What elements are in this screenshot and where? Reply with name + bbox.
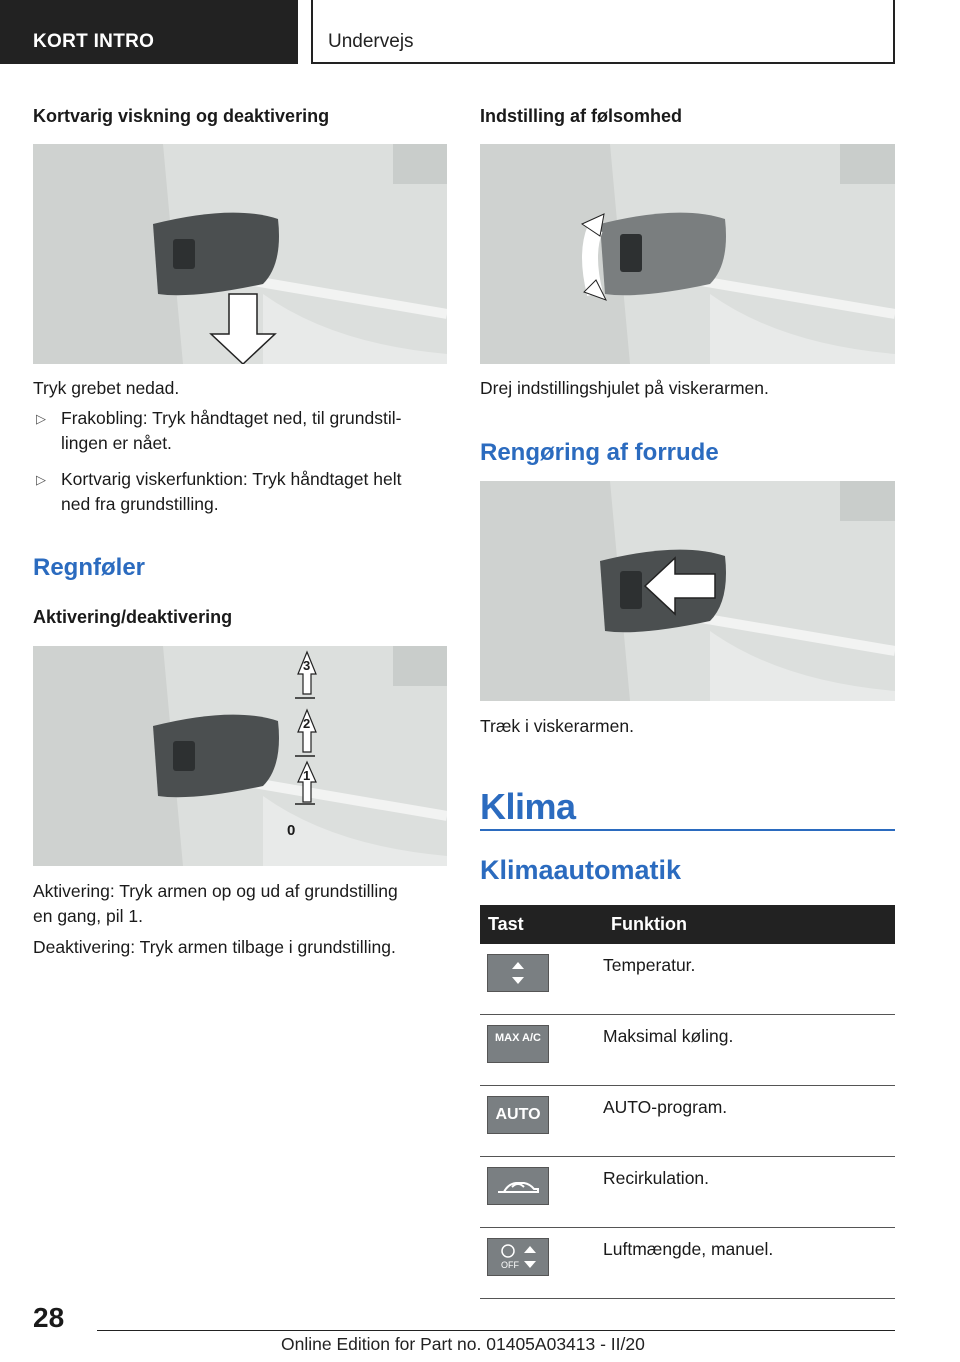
- activation-text: [33, 879, 398, 929]
- function-cell: Recirkulation.: [603, 1157, 895, 1228]
- chapter-tab: [311, 0, 895, 64]
- sensitivity-text: Drej indstillingshjulet på viskerarmen.: [480, 378, 769, 398]
- key-text: AUTO: [495, 1106, 541, 1123]
- column-header-key: Tast: [480, 905, 603, 944]
- bullet-line: Frakobling: Tryk håndtaget ned, til grundstil-: [61, 408, 402, 428]
- chapter-title: Undervejs: [328, 31, 414, 52]
- table-row: [480, 1228, 895, 1299]
- table-row: [480, 944, 895, 1015]
- heading-sensitivity: Indstilling af følsomhed: [480, 106, 682, 126]
- heading-activation: Aktivering/deaktivering: [33, 607, 233, 627]
- recirculation-icon: [487, 1167, 549, 1205]
- table-row: [480, 1086, 895, 1157]
- function-cell: Maksimal køling.: [603, 1015, 895, 1086]
- wipe-bullet-2: [61, 467, 401, 517]
- bullet-line: lingen er nået.: [61, 433, 172, 453]
- bullet-line: ned fra grundstilling.: [61, 494, 219, 514]
- key-text: OFF: [501, 1260, 519, 1270]
- clean-text: Træk i viskerarmen.: [480, 716, 634, 736]
- fan-speed-icon: [487, 1238, 549, 1276]
- column-header-function: Funktion: [603, 905, 895, 944]
- activation-line: en gang, pil 1.: [33, 906, 143, 926]
- section-title: KORT INTRO: [33, 31, 155, 52]
- section-tab: [0, 0, 298, 64]
- activation-line: Aktivering: Tryk armen op og ud af grundstilling: [33, 881, 398, 901]
- heading-rain-sensor: Regnføler: [33, 554, 146, 581]
- function-cell: Luftmængde, manuel.: [603, 1228, 895, 1299]
- heading-underline: [480, 829, 895, 831]
- arrow-label-2: 2: [303, 716, 311, 731]
- wiper-down-image: [33, 144, 447, 364]
- function-cell: AUTO-program.: [603, 1086, 895, 1157]
- heading-klima: Klima: [480, 786, 576, 827]
- wipe-bullet-1: [61, 406, 401, 456]
- pull-wiper-image: [480, 481, 895, 701]
- table-row: [480, 1015, 895, 1086]
- auto-icon: [487, 1096, 549, 1134]
- edition-note: Online Edition for Part no. 01405A03413 - II/20: [281, 1334, 645, 1354]
- wipe-text: Tryk grebet nedad.: [33, 378, 180, 398]
- table-header-row: [480, 905, 895, 944]
- sensitivity-wheel-image: [480, 144, 895, 364]
- function-cell: Temperatur.: [603, 944, 895, 1015]
- arrow-label-1: 1: [303, 768, 311, 783]
- rain-sensor-image: [33, 646, 447, 866]
- bullet-triangle-icon: ▷: [36, 472, 46, 487]
- key-text: MAX A/C: [494, 1032, 542, 1044]
- bullet-line: Kortvarig viskerfunktion: Tryk håndtaget helt: [61, 469, 402, 489]
- climate-keys-table: [480, 905, 895, 1299]
- arrow-label-0: 0: [287, 822, 296, 839]
- bullet-triangle-icon: ▷: [36, 411, 46, 426]
- table-row: [480, 1157, 895, 1228]
- deactivation-text: Deaktivering: Tryk armen tilbage i grundstilling.: [33, 937, 396, 957]
- arrow-label-3: 3: [303, 658, 311, 673]
- temperature-arrows-icon: [487, 954, 549, 992]
- heading-wipe: Kortvarig viskning og deaktivering: [33, 106, 330, 126]
- heading-climate-auto: Klimaautomatik: [480, 855, 682, 885]
- footer-divider: [97, 1330, 895, 1331]
- max-ac-icon: [487, 1025, 549, 1063]
- heading-clean-windscreen: Rengøring af forrude: [480, 439, 719, 466]
- page-number: 28: [33, 1302, 65, 1333]
